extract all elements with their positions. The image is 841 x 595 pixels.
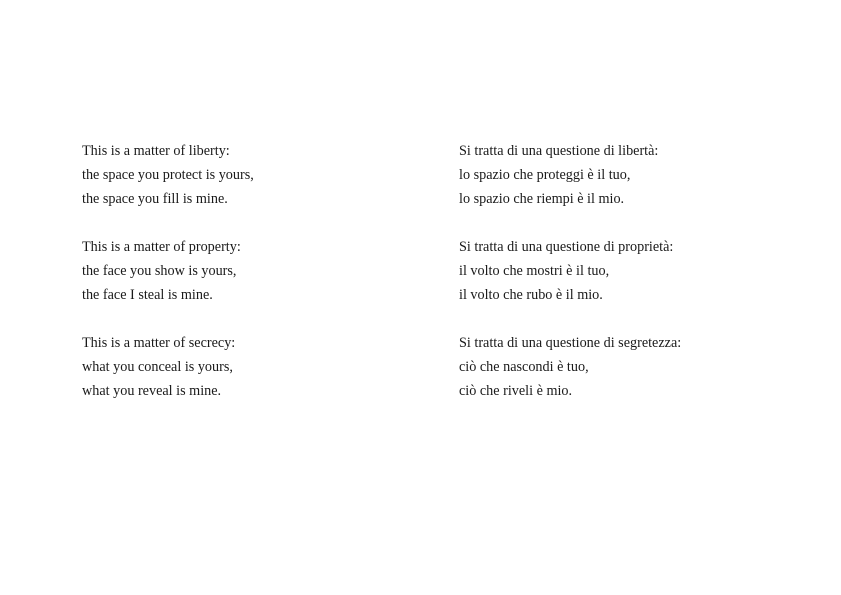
- poem-line: This is a matter of liberty:: [82, 143, 230, 159]
- english-stanza-secrecy: [82, 331, 254, 403]
- poem-line: ciò che riveli è mio.: [459, 383, 573, 399]
- poem-line: what you reveal is mine.: [82, 383, 222, 399]
- poem-line: il volto che rubo è il mio.: [459, 287, 603, 303]
- poem-line: Si tratta di una questione di proprietà:: [459, 239, 674, 255]
- poem-line: Si tratta di una questione di segretezza:: [459, 335, 682, 351]
- poem-line: ciò che nascondi è tuo,: [459, 359, 589, 375]
- poem-line: the face I steal is mine.: [82, 287, 213, 303]
- poem-line: This is a matter of property:: [82, 239, 241, 255]
- poem-line: what you conceal is yours,: [82, 359, 233, 375]
- english-stanza-property: [82, 235, 254, 307]
- italian-stanza-segretezza: [459, 331, 681, 403]
- poem-line: lo spazio che proteggi è il tuo,: [459, 167, 631, 183]
- italian-poem-column: [459, 139, 681, 427]
- poem-line: the face you show is yours,: [82, 263, 237, 279]
- poem-line: il volto che mostri è il tuo,: [459, 263, 610, 279]
- italian-stanza-liberta: [459, 139, 681, 211]
- italian-stanza-proprieta: [459, 235, 681, 307]
- poem-line: the space you fill is mine.: [82, 191, 228, 207]
- poem-line: lo spazio che riempi è il mio.: [459, 191, 625, 207]
- english-poem-column: [82, 139, 254, 427]
- poem-line: the space you protect is yours,: [82, 167, 254, 183]
- english-stanza-liberty: [82, 139, 254, 211]
- poem-line: This is a matter of secrecy:: [82, 335, 236, 351]
- poem-line: Si tratta di una questione di libertà:: [459, 143, 659, 159]
